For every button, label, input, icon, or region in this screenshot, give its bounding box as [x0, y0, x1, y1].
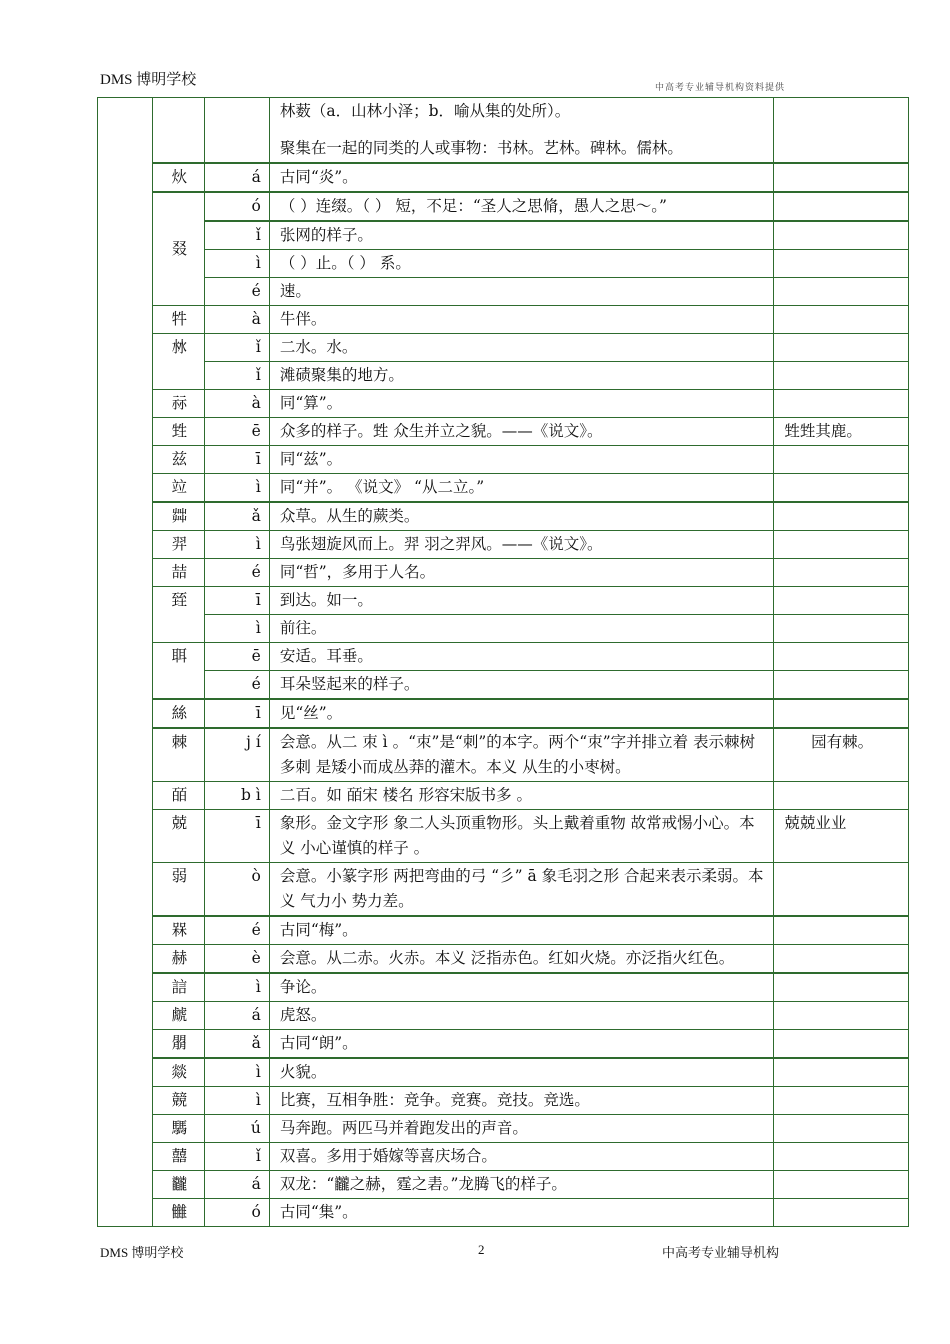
pinyin-cell: á — [204, 1171, 269, 1199]
table-row — [98, 418, 909, 446]
example-cell — [774, 278, 909, 306]
table-row — [98, 1115, 909, 1143]
definition-cell: 古同“梅”。 — [269, 916, 773, 945]
table-row — [98, 1030, 909, 1059]
pinyin-cell: ǐ — [204, 334, 269, 362]
example-cell — [774, 863, 909, 917]
table-row — [98, 671, 909, 700]
table-row — [98, 1199, 909, 1227]
table-row — [98, 728, 909, 782]
table-row — [98, 502, 909, 531]
table-row — [98, 863, 909, 917]
pinyin-cell: ú — [204, 1115, 269, 1143]
table-row — [98, 192, 909, 221]
pinyin-cell: ē — [204, 418, 269, 446]
example-cell — [774, 1199, 909, 1227]
char-cell: 牪 — [153, 306, 204, 334]
pinyin-cell: ì — [204, 474, 269, 503]
table-row — [98, 1058, 909, 1087]
char-cell: 喆 — [153, 559, 204, 587]
char-cell: 朤 — [153, 1030, 204, 1059]
example-cell — [774, 587, 909, 615]
definition-cell: 同“算”。 — [269, 390, 773, 418]
example-cell — [774, 221, 909, 250]
header-tagline: 中高考专业辅导机构资料提供 — [655, 83, 786, 93]
char-cell: 弱 — [153, 863, 204, 917]
example-cell — [774, 1030, 909, 1059]
table-row — [98, 163, 909, 192]
definition-cell: 象形。金文字形 象二人头顶重物形。头上戴着重物 故常戒惕小心。本义 小心谨慎的样子 。 — [269, 810, 773, 863]
table-row — [98, 916, 909, 945]
table-row — [98, 334, 909, 362]
definition-cell: 见“丝”。 — [269, 699, 773, 728]
example-cell — [774, 163, 909, 192]
pinyin-cell: ī — [204, 699, 269, 728]
left-margin-cell — [98, 98, 153, 1227]
pinyin-cell: ò — [204, 863, 269, 917]
example-cell — [774, 1002, 909, 1030]
table-row — [98, 559, 909, 587]
char-cell: 叕 — [153, 192, 204, 306]
table-row — [98, 587, 909, 615]
definition-cell: 古同“集”。 — [269, 1199, 773, 1227]
definition-cell: 鸟张翅旋风而上。羿 羽之羿风。——《说文》。 — [269, 531, 773, 559]
definition-cell: 二百。如 皕宋 楼名 形容宋版书多 。 — [269, 782, 773, 810]
definition-cell: 虎怒。 — [269, 1002, 773, 1030]
example-cell — [774, 615, 909, 643]
table-row — [98, 1171, 909, 1199]
definition-cell: 耳朵竖起来的样子。 — [269, 671, 773, 700]
table-row — [98, 643, 909, 671]
definition-cell: 会意。从二赤。火赤。本义 泛指赤色。红如火烧。亦泛指火红色。 — [269, 945, 773, 974]
footer-school-name: DMS 博明学校 — [100, 1245, 184, 1260]
char-cell: 祘 — [153, 390, 204, 418]
definition-cell: 众多的样子。甡 众生并立之貌。——《说文》。 — [269, 418, 773, 446]
example-cell — [774, 474, 909, 503]
definition-cell: 二水。水。 — [269, 334, 773, 362]
definition-cell: 双龙：“龖之赫，霆之砉。”龙腾飞的样子。 — [269, 1171, 773, 1199]
char-cell: 臸 — [153, 587, 204, 643]
pinyin-cell: ì — [204, 250, 269, 278]
example-cell: 兢兢业业 — [774, 810, 909, 863]
example-cell — [774, 446, 909, 474]
example-cell — [774, 1171, 909, 1199]
example-cell — [774, 559, 909, 587]
table-row — [98, 1087, 909, 1115]
example-cell — [774, 250, 909, 278]
definition-cell: （ ）止。（ ） 系。 — [269, 250, 773, 278]
example-cell — [774, 1087, 909, 1115]
char-cell: 雦 — [153, 1199, 204, 1227]
pinyin-cell: ǐ — [204, 1143, 269, 1171]
example-cell — [774, 782, 909, 810]
definition-cell: 古同“朗”。 — [269, 1030, 773, 1059]
char-cell: 兢 — [153, 810, 204, 863]
definition-cell: （ ）连缀。（ ） 短，不足：“圣人之思脩，愚人之思～。” — [269, 192, 773, 221]
pinyin-cell: à — [204, 390, 269, 418]
definition-cell: 争论。 — [269, 973, 773, 1002]
definition-cell: 会意。小篆字形 两把弯曲的弓 “彡” ā 象毛羽之形 合起来表示柔弱。本义 气力小 势力差。 — [269, 863, 773, 917]
footer-tagline: 中高考专业辅导机构 — [662, 1245, 780, 1260]
table-row — [98, 278, 909, 306]
pinyin-cell: ì — [204, 973, 269, 1002]
example-cell — [774, 1058, 909, 1087]
definition-cell: 古同“炎”。 — [269, 163, 773, 192]
definition-cell: 同“并”。 《说文》 “从二立。” — [269, 474, 773, 503]
definition-cell: 安适。耳垂。 — [269, 643, 773, 671]
definition-cell: 前往。 — [269, 615, 773, 643]
char-cell: 羿 — [153, 531, 204, 559]
table-row — [98, 699, 909, 728]
definition-cell: 牛伴。 — [269, 306, 773, 334]
example-cell — [774, 699, 909, 728]
pinyin-cell: ì — [204, 531, 269, 559]
char-cell: 赫 — [153, 945, 204, 974]
definition-cell: 会意。从二 朿 ì 。“朿”是“刺”的本字。两个“朿”字并排立着 表示棘树多刺 是矮小而成丛莽的灌木。本义 从生的小枣树。 — [269, 728, 773, 782]
definition-cell: 马奔跑。两匹马并着跑发出的声音。 — [269, 1115, 773, 1143]
pinyin-cell — [204, 98, 269, 164]
example-cell — [774, 531, 909, 559]
pinyin-cell: ǎ — [204, 1030, 269, 1059]
pinyin-cell: á — [204, 1002, 269, 1030]
char-cell: 囍 — [153, 1143, 204, 1171]
example-cell — [774, 502, 909, 531]
pinyin-cell: ó — [204, 192, 269, 221]
char-cell: 虤 — [153, 1002, 204, 1030]
pinyin-cell: á — [204, 163, 269, 192]
pinyin-cell: ǎ — [204, 502, 269, 531]
table-row — [98, 1143, 909, 1171]
pinyin-cell: ì — [204, 1087, 269, 1115]
char-cell: 燚 — [153, 1058, 204, 1087]
definition-cell: 张网的样子。 — [269, 221, 773, 250]
pinyin-cell: j í — [204, 728, 269, 782]
page-number: 2 — [478, 1242, 485, 1257]
table-row — [98, 446, 909, 474]
pinyin-cell: ǐ — [204, 221, 269, 250]
definition-line: 聚集在一起的同类的人或事物：书林。艺林。碑林。儒林。 — [279, 139, 683, 157]
char-cell: 茻 — [153, 502, 204, 531]
pinyin-cell: ē — [204, 643, 269, 671]
char-cell: 龖 — [153, 1171, 204, 1199]
definition-cell: 同“兹”。 — [269, 446, 773, 474]
char-cell: 甡 — [153, 418, 204, 446]
table-row — [98, 362, 909, 390]
table-row — [98, 98, 909, 164]
table-row — [98, 945, 909, 974]
definition-cell: 众草。从生的蕨类。 — [269, 502, 773, 531]
example-cell — [774, 334, 909, 362]
pinyin-cell: ī — [204, 446, 269, 474]
example-cell — [774, 973, 909, 1002]
table-row — [98, 973, 909, 1002]
pinyin-cell: é — [204, 671, 269, 700]
character-table — [97, 97, 909, 1227]
example-cell — [774, 98, 909, 164]
pinyin-cell: é — [204, 916, 269, 945]
table-row — [98, 1002, 909, 1030]
definition-cell: 滩碛聚集的地方。 — [269, 362, 773, 390]
table-row — [98, 474, 909, 503]
definition-cell: 同“哲”，多用于人名。 — [269, 559, 773, 587]
char-cell: 棘 — [153, 728, 204, 782]
char-cell: 騳 — [153, 1115, 204, 1143]
example-cell: 园有棘。 — [774, 728, 909, 782]
char-cell: 槑 — [153, 916, 204, 945]
example-cell — [774, 916, 909, 945]
pinyin-cell: ī — [204, 587, 269, 615]
char-cell: 竝 — [153, 474, 204, 503]
example-cell — [774, 945, 909, 974]
pinyin-cell: ǐ — [204, 362, 269, 390]
char-cell: 聑 — [153, 643, 204, 700]
example-cell — [774, 390, 909, 418]
table-row — [98, 306, 909, 334]
definition-line: 林薮（a．山林小泽；b．喻从集的处所）。 — [279, 102, 571, 120]
char-cell: 炏 — [153, 163, 204, 192]
definition-cell: 双喜。多用于婚嫁等喜庆场合。 — [269, 1143, 773, 1171]
char-cell: 誩 — [153, 973, 204, 1002]
pinyin-cell: ì — [204, 1058, 269, 1087]
definition-cell — [269, 98, 773, 164]
char-cell: 沝 — [153, 334, 204, 390]
pinyin-cell: b ì — [204, 782, 269, 810]
pinyin-cell: ì — [204, 615, 269, 643]
char-cell: 絲 — [153, 699, 204, 728]
definition-cell: 比赛，互相争胜：竞争。竞赛。竞技。竞选。 — [269, 1087, 773, 1115]
example-cell — [774, 1115, 909, 1143]
pinyin-cell: ó — [204, 1199, 269, 1227]
table-row — [98, 615, 909, 643]
definition-cell: 到达。如一。 — [269, 587, 773, 615]
definition-cell: 速。 — [269, 278, 773, 306]
char-cell: 皕 — [153, 782, 204, 810]
header-school-name: DMS 博明学校 — [100, 72, 197, 88]
table-row — [98, 810, 909, 863]
definition-cell: 火貌。 — [269, 1058, 773, 1087]
table-row — [98, 250, 909, 278]
example-cell — [774, 306, 909, 334]
example-cell — [774, 671, 909, 700]
example-cell — [774, 192, 909, 221]
char-cell — [153, 98, 204, 164]
example-cell — [774, 362, 909, 390]
example-cell — [774, 1143, 909, 1171]
pinyin-cell: ī — [204, 810, 269, 863]
example-cell: 甡甡其鹿。 — [774, 418, 909, 446]
pinyin-cell: è — [204, 945, 269, 974]
pinyin-cell: à — [204, 306, 269, 334]
table-row — [98, 782, 909, 810]
example-cell — [774, 643, 909, 671]
pinyin-cell: é — [204, 278, 269, 306]
table-row — [98, 221, 909, 250]
table-row — [98, 531, 909, 559]
char-cell: 兹 — [153, 446, 204, 474]
table-row — [98, 390, 909, 418]
pinyin-cell: é — [204, 559, 269, 587]
char-cell: 競 — [153, 1087, 204, 1115]
